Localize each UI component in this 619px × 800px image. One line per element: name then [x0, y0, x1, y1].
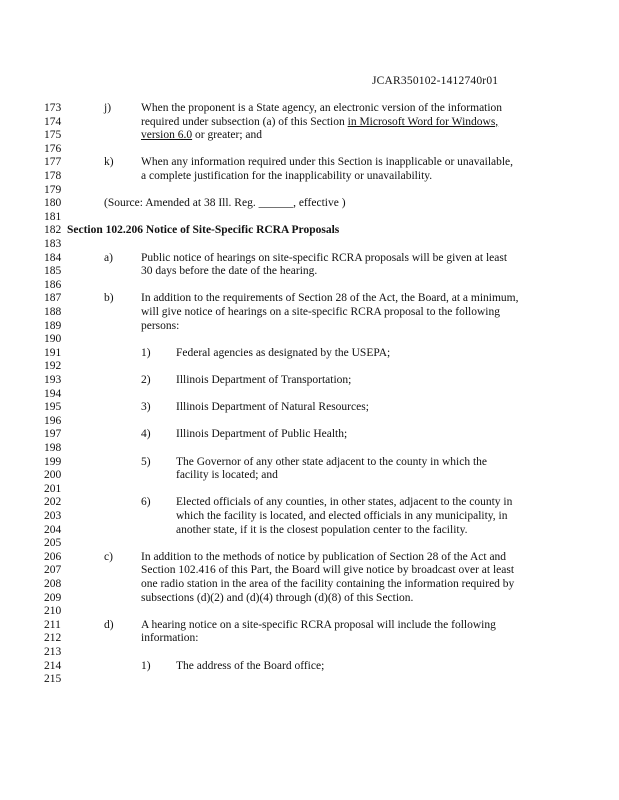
line-text: version 6.0 or greater; and	[141, 129, 263, 142]
document-id: JCAR350102-1412740r01	[372, 75, 499, 87]
document-line	[0, 660, 619, 674]
line-number: 207	[44, 564, 62, 577]
line-number: 182	[44, 224, 62, 237]
document-line	[0, 238, 619, 252]
document-line	[0, 211, 619, 225]
document-line	[0, 592, 619, 606]
document-line	[0, 129, 619, 143]
document-line	[0, 619, 619, 633]
inserted-text: in Microsoft Word for Windows,	[347, 115, 499, 128]
item-label: d)	[104, 618, 114, 631]
item-label: 1)	[141, 659, 151, 672]
line-number: 175	[44, 129, 62, 142]
line-number: 180	[44, 197, 62, 210]
document-line	[0, 306, 619, 320]
document-line	[0, 374, 619, 388]
document-line	[0, 415, 619, 429]
line-number: 203	[44, 510, 62, 522]
document-line	[0, 496, 619, 510]
line-text: When any information required under this Section is inapplicable or unavailable,	[141, 156, 514, 169]
line-number: 181	[44, 210, 62, 223]
line-number: 197	[44, 428, 62, 441]
line-text: A hearing notice on a site-specific RCRA proposal will include the following	[141, 618, 496, 631]
document-line	[0, 116, 619, 130]
line-text: Illinois Department of Natural Resources;	[176, 401, 369, 414]
line-text: Federal agencies as designated by the USEPA;	[176, 346, 391, 359]
document-line	[0, 524, 619, 538]
line-number: 194	[44, 387, 62, 400]
line-number: 179	[44, 183, 62, 196]
line-text: one radio station in the area of the facility containing the information required by	[141, 578, 515, 590]
line-number: 174	[44, 115, 62, 128]
document-line	[0, 578, 619, 592]
line-text: another state, if it is the closest population center to the facility.	[176, 523, 468, 536]
line-text: Illinois Department of Transportation;	[176, 374, 352, 386]
line-number: 201	[44, 482, 62, 495]
document-line	[0, 605, 619, 619]
item-label: 4)	[141, 428, 151, 441]
document-line	[0, 360, 619, 374]
document-line	[0, 197, 619, 211]
document-line	[0, 510, 619, 524]
item-label: 5)	[141, 455, 151, 468]
line-number: 211	[44, 618, 61, 631]
item-label: j)	[104, 102, 112, 114]
line-number: 212	[44, 632, 62, 645]
item-label: 6)	[141, 496, 151, 509]
line-number: 183	[44, 238, 62, 250]
line-text: a complete justification for the inapplicability or unavailability.	[141, 170, 433, 182]
line-text: Elected officials of any counties, in other states, adjacent to the county in	[176, 496, 513, 509]
document-line	[0, 252, 619, 266]
line-number: 214	[44, 659, 62, 672]
item-label: 1)	[141, 346, 151, 359]
line-number: 176	[44, 142, 62, 155]
document-line	[0, 388, 619, 402]
item-label: a)	[104, 251, 113, 264]
document-line	[0, 551, 619, 565]
line-text: Section 102.416 of this Part, the Board will give notice by broadcast over at least	[141, 564, 515, 577]
line-number: 173	[44, 102, 62, 114]
document-line	[0, 469, 619, 483]
document-line	[0, 224, 619, 238]
document-line	[0, 333, 619, 347]
line-text: The Governor of any other state adjacent to the county in which the	[176, 455, 488, 468]
document-line	[0, 184, 619, 198]
document-line	[0, 279, 619, 293]
line-text: The address of the Board office;	[176, 659, 325, 672]
item-label: 2)	[141, 374, 151, 386]
line-number: 185	[44, 265, 62, 278]
document-line	[0, 265, 619, 279]
document-line	[0, 483, 619, 497]
document-line	[0, 320, 619, 334]
line-text: persons:	[141, 319, 180, 332]
item-label: k)	[104, 156, 114, 169]
document-line	[0, 673, 619, 687]
line-text: will give notice of hearings on a site-specific RCRA proposal to the following	[141, 306, 500, 318]
line-number: 189	[44, 319, 62, 332]
line-text: facility is located; and	[176, 469, 278, 482]
line-number: 178	[44, 170, 62, 182]
line-text: (Source: Amended at 38 Ill. Reg. ______, effective )	[104, 197, 346, 210]
line-number: 213	[44, 646, 62, 658]
item-label: 3)	[141, 401, 151, 414]
line-number: 177	[44, 156, 62, 169]
line-text: In addition to the requirements of Section 28 of the Act, the Board, at a minimum,	[141, 292, 519, 305]
section-heading: Section 102.206 Notice of Site-Specific RCRA Proposals	[67, 224, 340, 237]
line-text: which the facility is located, and elected officials in any municipality, in	[176, 510, 508, 522]
line-number: 186	[44, 278, 62, 291]
line-number: 208	[44, 578, 62, 590]
line-number: 215	[44, 673, 62, 686]
document-line	[0, 170, 619, 184]
document-line	[0, 292, 619, 306]
line-number: 187	[44, 292, 62, 305]
line-number: 193	[44, 374, 62, 386]
line-number: 199	[44, 455, 62, 468]
line-text: Illinois Department of Public Health;	[176, 428, 348, 441]
item-label: b)	[104, 292, 114, 305]
line-number: 209	[44, 591, 62, 604]
line-number: 198	[44, 442, 62, 454]
inserted-text: version 6.0	[141, 129, 193, 142]
line-number: 188	[44, 306, 62, 318]
document-line	[0, 156, 619, 170]
line-text: information:	[141, 632, 199, 645]
line-text: Public notice of hearings on site-specific RCRA proposals will be given at least	[141, 251, 508, 264]
line-number: 200	[44, 469, 62, 482]
document-line	[0, 456, 619, 470]
line-number: 204	[44, 523, 62, 536]
line-number: 191	[44, 346, 62, 359]
line-text: subsections (d)(2) and (d)(4) through (d)(8) of this Section.	[141, 591, 414, 604]
line-number: 202	[44, 496, 62, 509]
document-line	[0, 564, 619, 578]
document-line	[0, 537, 619, 551]
line-number: 206	[44, 550, 62, 563]
document-line	[0, 632, 619, 646]
line-text: In addition to the methods of notice by publication of Section 28 of the Act and	[141, 550, 507, 563]
item-label: c)	[104, 550, 113, 563]
line-number: 184	[44, 251, 62, 264]
line-number: 190	[44, 333, 62, 346]
line-number: 192	[44, 360, 62, 373]
document-line	[0, 646, 619, 660]
line-number: 195	[44, 401, 62, 414]
line-number: 196	[44, 414, 62, 427]
line-text: required under subsection (a) of this Section in Microsoft Word for Windows,	[141, 115, 499, 128]
document-line	[0, 401, 619, 415]
line-text: 30 days before the date of the hearing.	[141, 265, 318, 278]
document-line	[0, 428, 619, 442]
document-line	[0, 442, 619, 456]
line-text: When the proponent is a State agency, an electronic version of the information	[141, 102, 503, 114]
document-line	[0, 143, 619, 157]
line-number: 210	[44, 605, 62, 618]
document-line	[0, 347, 619, 361]
document-line	[0, 102, 619, 116]
line-number: 205	[44, 537, 62, 550]
